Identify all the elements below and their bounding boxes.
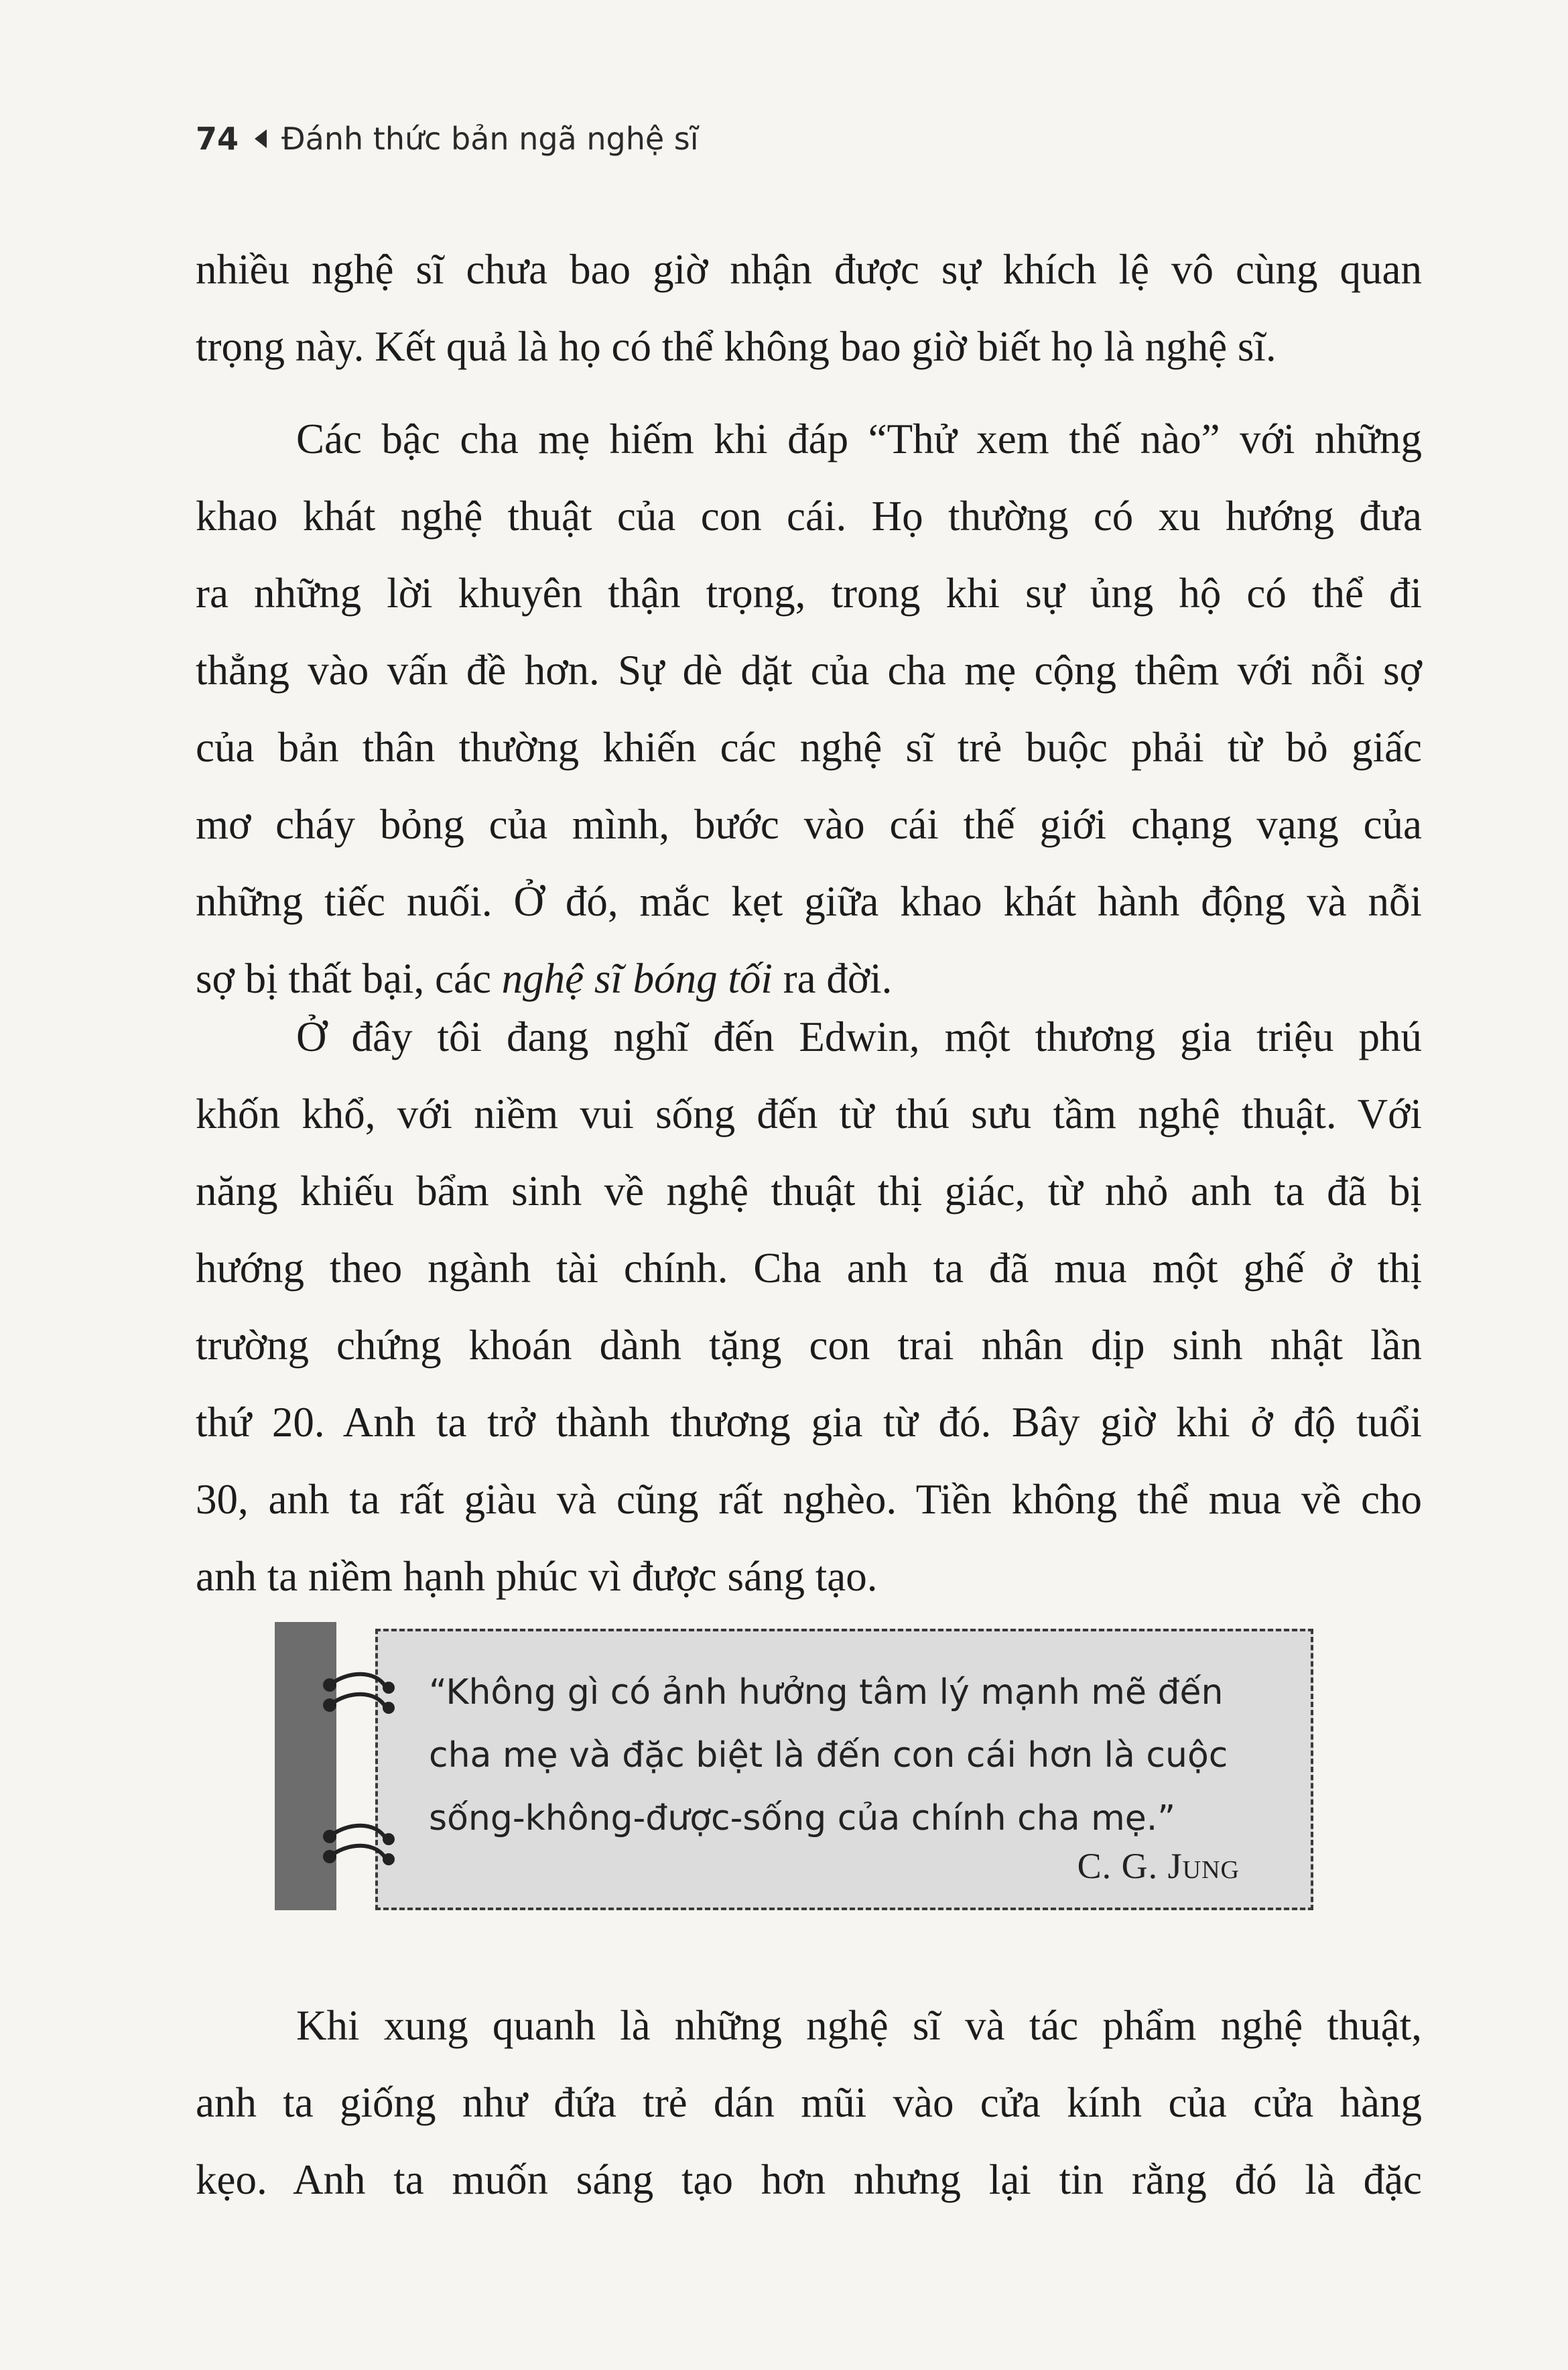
text-line: Các bậc cha mẹ hiếm khi đáp “Thử xem thế nào” với những — [296, 416, 1422, 462]
text-line: anh ta niềm hạnh phúc vì được sáng tạo. — [196, 1553, 878, 1600]
text-line: ra những lời khuyên thận trọng, trong khi sự ủng hộ có thể đi — [196, 570, 1422, 617]
page-number: 74 — [196, 121, 239, 157]
text-line: trường chứng khoán dành tặng con trai nhân dịp sinh nhật lần — [196, 1322, 1422, 1369]
paragraph-4 — [196, 1987, 1422, 2219]
book-title: Đánh thức bản ngã nghệ sĩ — [281, 121, 699, 157]
text-line: kẹo. Anh ta muốn sáng tạo hơn nhưng lại tin rằng đó là đặc — [196, 2156, 1422, 2203]
binder-ring-icon — [322, 1823, 402, 1870]
author-surname-rest: ung — [1182, 1846, 1240, 1886]
text-run: ra đời. — [772, 955, 893, 1002]
text-line: nhiều nghệ sĩ chưa bao giờ nhận được sự khích lệ vô cùng quan — [196, 246, 1422, 293]
paragraph-3 — [196, 999, 1422, 1615]
author-initials: C. G. J — [1077, 1846, 1183, 1886]
running-header — [196, 121, 699, 157]
text-line: mơ cháy bỏng của mình, bước vào cái thế giới chạng vạng của — [196, 801, 1422, 848]
paragraph-1 — [196, 231, 1422, 385]
quote-line: cha mẹ và đặc biệt là đến con cái hơn là cuộc — [429, 1735, 1228, 1775]
text-line: 30, anh ta rất giàu và cũng rất nghèo. Tiền không thể mua về cho — [196, 1476, 1422, 1523]
text-line: trọng này. Kết quả là họ có thể không bao giờ biết họ là nghệ sĩ. — [196, 323, 1277, 370]
text-line: khốn khổ, với niềm vui sống đến từ thú sưu tầm nghệ thuật. Với — [196, 1090, 1422, 1137]
text-line: năng khiếu bẩm sinh về nghệ thuật thị giác, từ nhỏ anh ta đã bị — [196, 1168, 1422, 1214]
text-run: sợ bị thất bại, các — [196, 955, 502, 1002]
quote-text — [429, 1661, 1260, 1850]
text-line: Khi xung quanh là những nghệ sĩ và tác phẩm nghệ thuật, — [296, 2002, 1422, 2049]
text-line: hướng theo ngành tài chính. Cha anh ta đã mua một ghế ở thị — [196, 1245, 1422, 1292]
quote-author — [1077, 1845, 1240, 1887]
text-line: khao khát nghệ thuật của con cái. Họ thường có xu hướng đưa — [196, 493, 1422, 540]
text-line: những tiếc nuối. Ở đó, mắc kẹt giữa khao khát hành động và nỗi — [196, 878, 1422, 925]
quote-callout — [275, 1622, 1320, 1924]
quote-line: “Không gì có ảnh hưởng tâm lý mạnh mẽ đến — [429, 1672, 1224, 1712]
text-line: thẳng vào vấn đề hơn. Sự dè dặt của cha mẹ cộng thêm với nỗi sợ — [196, 647, 1422, 694]
text-line: của bản thân thường khiến các nghệ sĩ trẻ buộc phải từ bỏ giấc — [196, 724, 1422, 771]
quote-line: sống-không-được-sống của chính cha mẹ.” — [429, 1798, 1176, 1838]
binder-ring-icon — [322, 1672, 402, 1719]
paragraph-2 — [196, 401, 1422, 1017]
text-line: Ở đây tôi đang nghĩ đến Edwin, một thương gia triệu phú — [296, 1013, 1422, 1060]
text-line: anh ta giống như đứa trẻ dán mũi vào cửa kính của cửa hàng — [196, 2079, 1422, 2126]
left-arrow-icon — [255, 129, 267, 148]
text-line: thứ 20. Anh ta trở thành thương gia từ đó. Bây giờ khi ở độ tuổi — [196, 1399, 1422, 1446]
emphasis-term: nghệ sĩ bóng tối — [501, 955, 773, 1002]
